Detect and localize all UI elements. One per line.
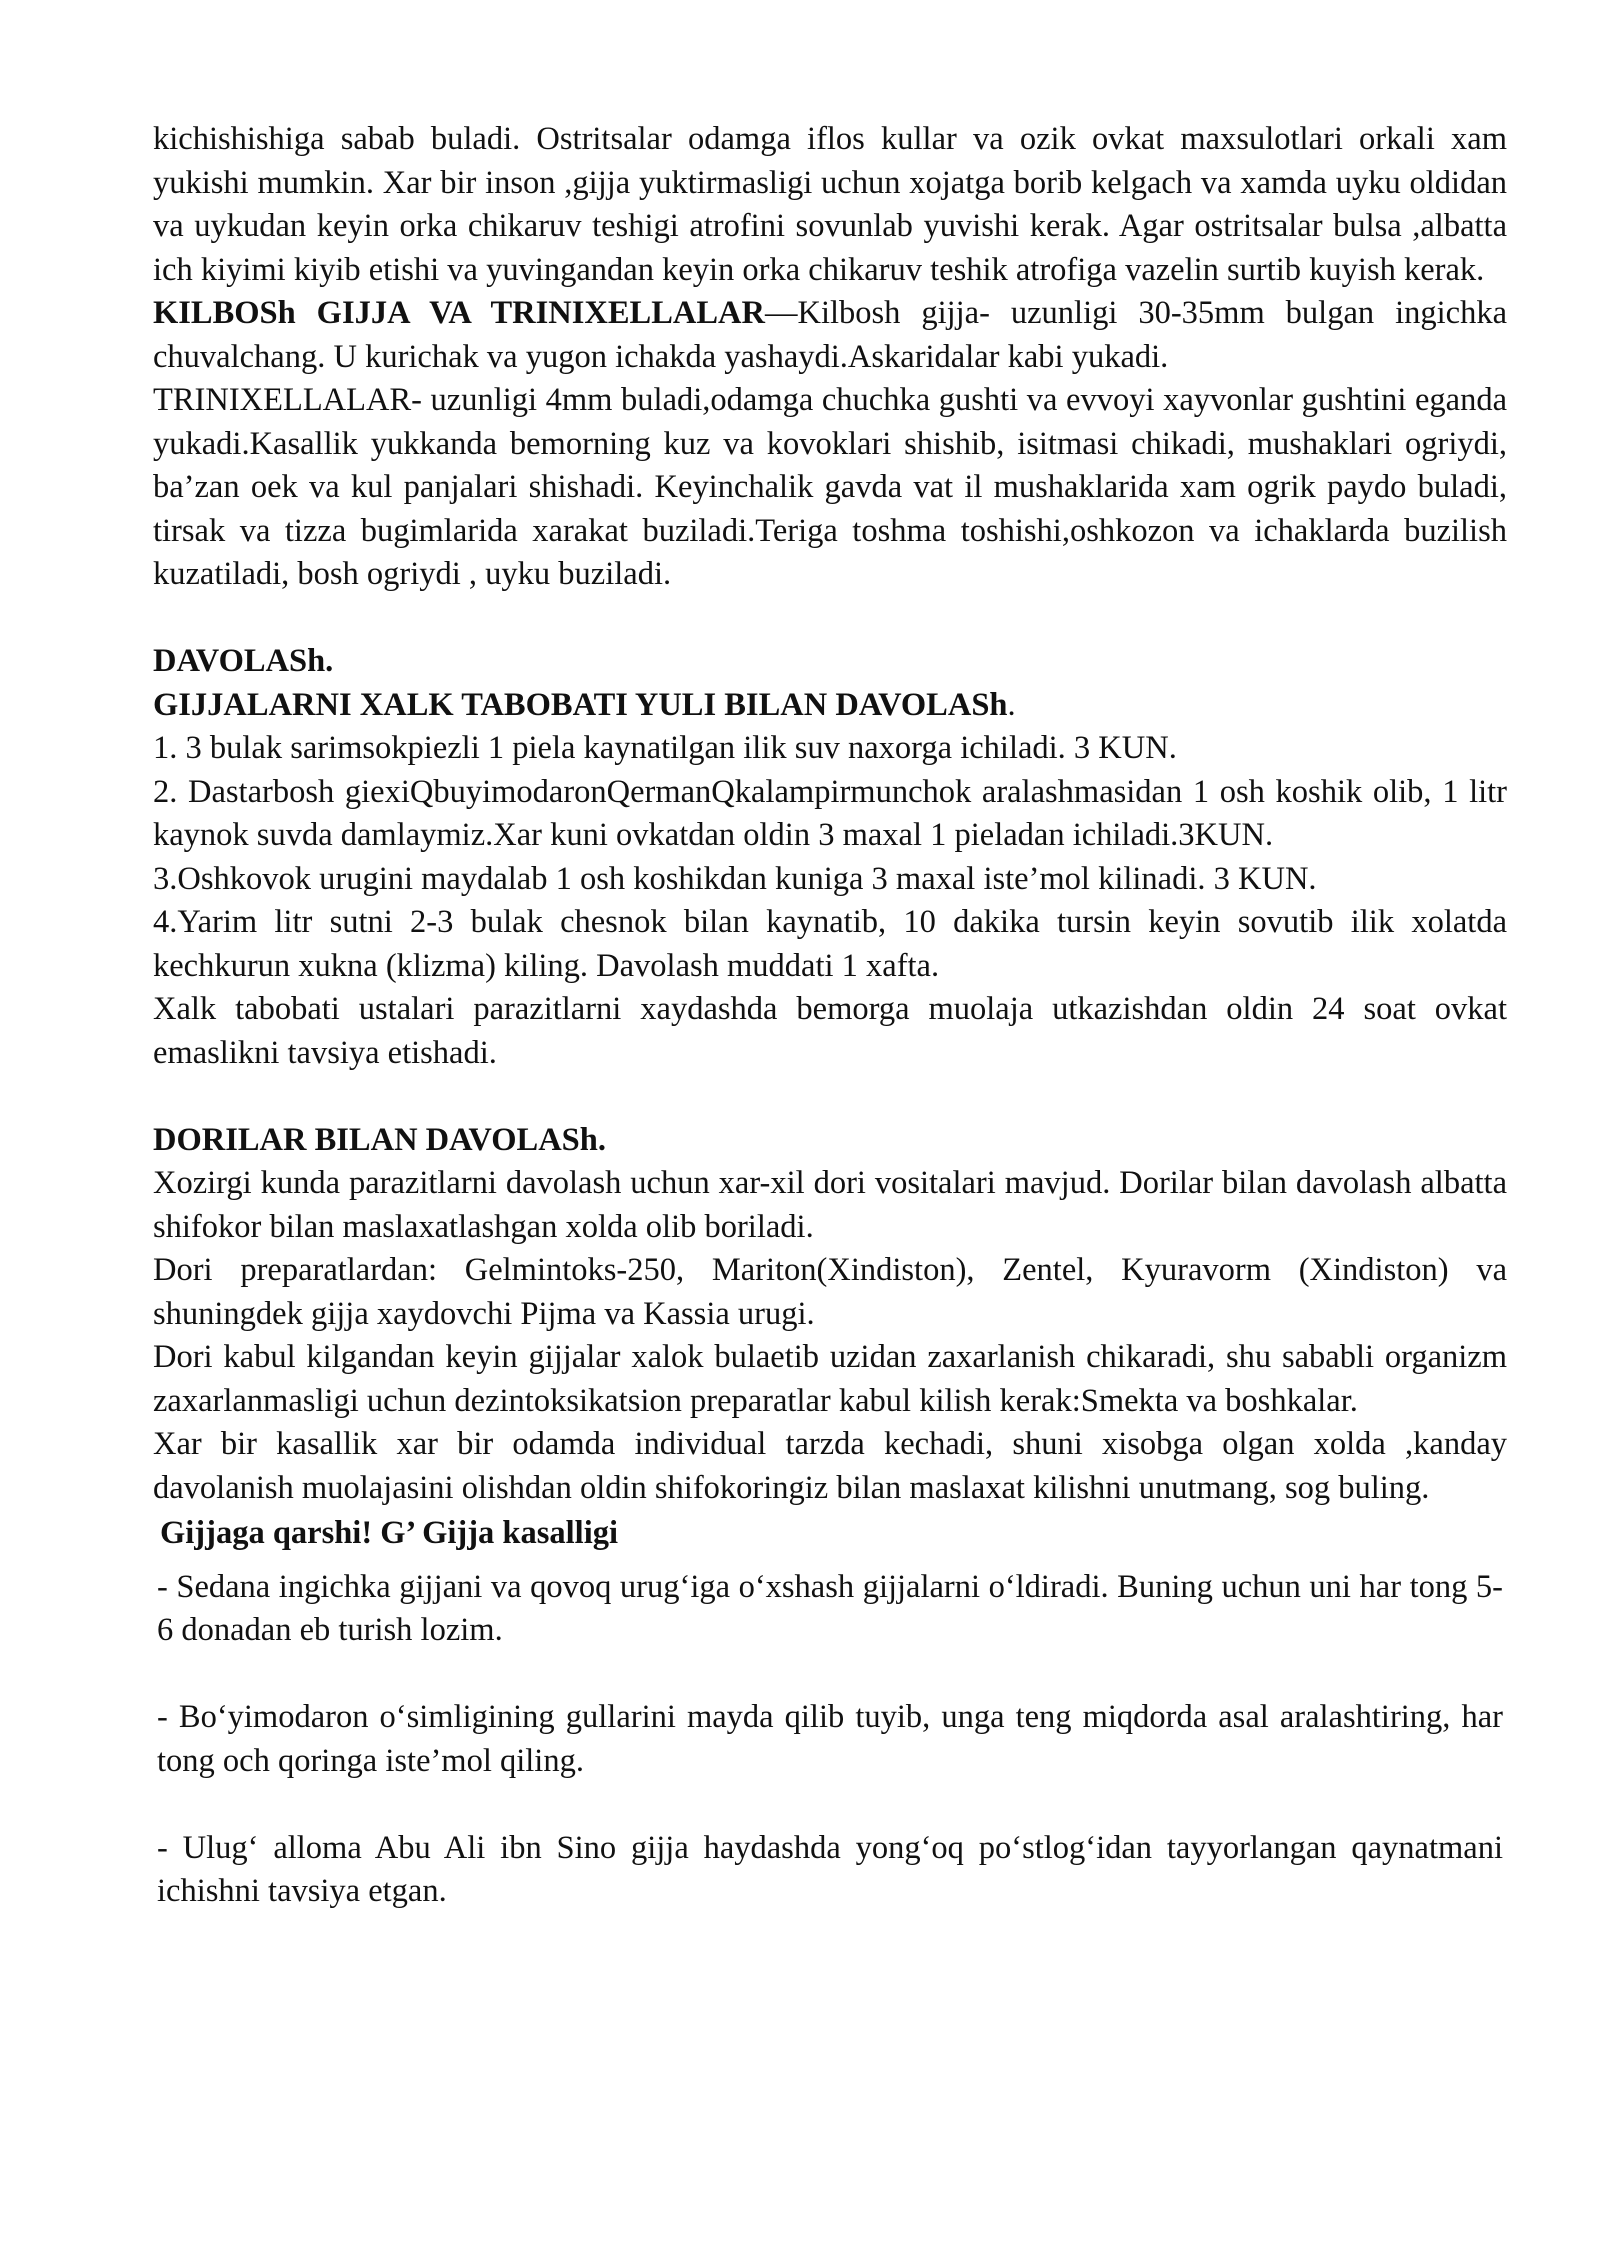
folk-treatment-heading [153,684,1507,728]
trinixella-paragraph: TRINIXELLALAR- uzunligi 4mm buladi,odamga chuchka gushti va evvoyi xayvonlar gushtini eganda yukadi.Kasallik yukkanda bemorning kuz va kovoklari shishib, isitmasi chikadi, mushaklari ogriydi, ba’zan oek va kul panjalari shishadi. Keyinchalik gavda vat il mushaklarida xam ogrik paydo buladi, tirsak va tizza bugimlarida xarakat buziladi.Teriga toshma toshishi,oshkozon va ichaklarda buzilish kuzatiladi, bosh ogriydi , uyku buziladi. [153,382,1507,592]
medicine-heading: DORILAR BILAN DAVOLASh. [153,1121,606,1158]
kilbosh-paragraph [153,292,1507,379]
medicine-paragraph-2: Dori preparatlardan: Gelmintoks-250, Mariton(Xindiston), Zentel, Kyuravorm (Xindiston) va shuningdek gijja xaydovchi Pijma va Kassia urugi. [153,1252,1507,1332]
kilbosh-text: —Kilbosh gijja- uzunligi 30-35mm bulgan ingichka chuvalchang. U kurichak va yugon ichakda yashaydi.Askaridalar kabi yukadi. [153,295,1507,375]
medicine-paragraph-3: Dori kabul kilgandan keyin gijjalar xalok bulaetib uzidan zaxarlanish chikaradi, shu sababli organizm zaxarlanmasligi uchun dezintoksikatsion preparatlar kabul kilish kerak:Smekta va boshkalar. [153,1339,1507,1419]
intro-paragraph: kichishishiga sabab buladi. Ostritsalar odamga iflos kullar va ozik ovkat maxsulotlari orkali xam yukishi mumkin. Xar bir inson ,gijja yuktirmasligi uchun xojatga borib kelgach va xamda uyku oldidan va uykudan keyin orka chikaruv teshigi atrofini sovunlab yuvishi kerak. Agar ostritsalar bulsa ,albatta ich kiyimi kiyib etishi va yuvingandan keyin orka chikaruv teshik atrofiga vazelin surtib kuyish kerak. [153,121,1507,288]
davolash-heading: DAVOLASh. [153,643,334,679]
document-body [153,118,1507,1914]
recipe-item-3: 3.Oshkovok urugini maydalab 1 osh koshikdan kuniga 3 maxal iste’mol kilinadi. 3 KUN. [153,860,1317,897]
kilbosh-heading: KILBOSh GIJJA VA TRINIXELLALAR [153,295,765,331]
fasting-note: Xalk tabobati ustalari parazitlarni xaydashda bemorga muolaja utkazishdan oldin 24 soat ovkat emaslikni tavsiya etishadi. [153,991,1507,1071]
remedy-item-2: - Bo‘yimodaron o‘simligining gullarini mayda qilib tuyib, unga teng miqdorda asal aralashtiring, har tong och qoringa iste’mol qiling. [157,1699,1503,1779]
medicine-paragraph-4: Xar bir kasallik xar bir odamda individual tarzda kechadi, shuni xisobga olgan xolda ,kanday davolanish muolajasini olishdan oldin shifokoringiz bilan maslaxat kilishni unutmang, sog buling. [153,1426,1507,1506]
recipe-item-2: 2. Dastarbosh giexiQbuyimodaronQermanQkalampirmunchok aralashmasidan 1 osh koshik olib, 1 litr kaynok suvda damlaymiz.Xar kuni ovkatdan oldin 3 maxal 1 pieladan ichiladi.3KUN. [153,773,1507,853]
spacer [153,597,1507,641]
recipe-item-1: 1. 3 bulak sarimsokpiezli 1 piela kaynatilgan ilik suv naxorga ichiladi. 3 KUN. [153,730,1177,766]
spacer [157,1783,1503,1827]
remedy-item-1: - Sedana ingichka gijjani va qovoq urug‘iga o‘xshash gijjalarni o‘ldiradi. Buning uchun uni har tong 5-6 donadan eb turish lozim. [157,1568,1503,1648]
folk-treatment-title: GIJJALARNI XALK TABOBATI YULI BILAN DAVOLASh [153,686,1008,723]
spacer [153,1075,1507,1119]
second-section [157,1512,1503,1914]
remedy-item-3: - Ulug‘ alloma Abu Ali ibn Sino gijja haydashda yong‘oq po‘stlog‘idan tayyorlangan qaynatmani ichishni tavsiya etgan. [157,1829,1503,1909]
folk-treatment-period: . [1007,686,1016,723]
section-title: Gijjaga qarshi! G’ Gijja kasalligi [160,1515,619,1551]
recipe-item-4: 4.Yarim litr sutni 2-3 bulak chesnok bilan kaynatib, 10 dakika tursin keyin sovutib ilik xolatda kechkurun xukna (klizma) kiling. Davolash muddati 1 xafta. [153,904,1507,984]
spacer [157,1653,1503,1697]
medicine-paragraph-1: Xozirgi kunda parazitlarni davolash uchun xar-xil dori vositalari mavjud. Dorilar bilan davolash albatta shifokor bilan maslaxatlashgan xolda olib boriladi. [153,1165,1507,1245]
